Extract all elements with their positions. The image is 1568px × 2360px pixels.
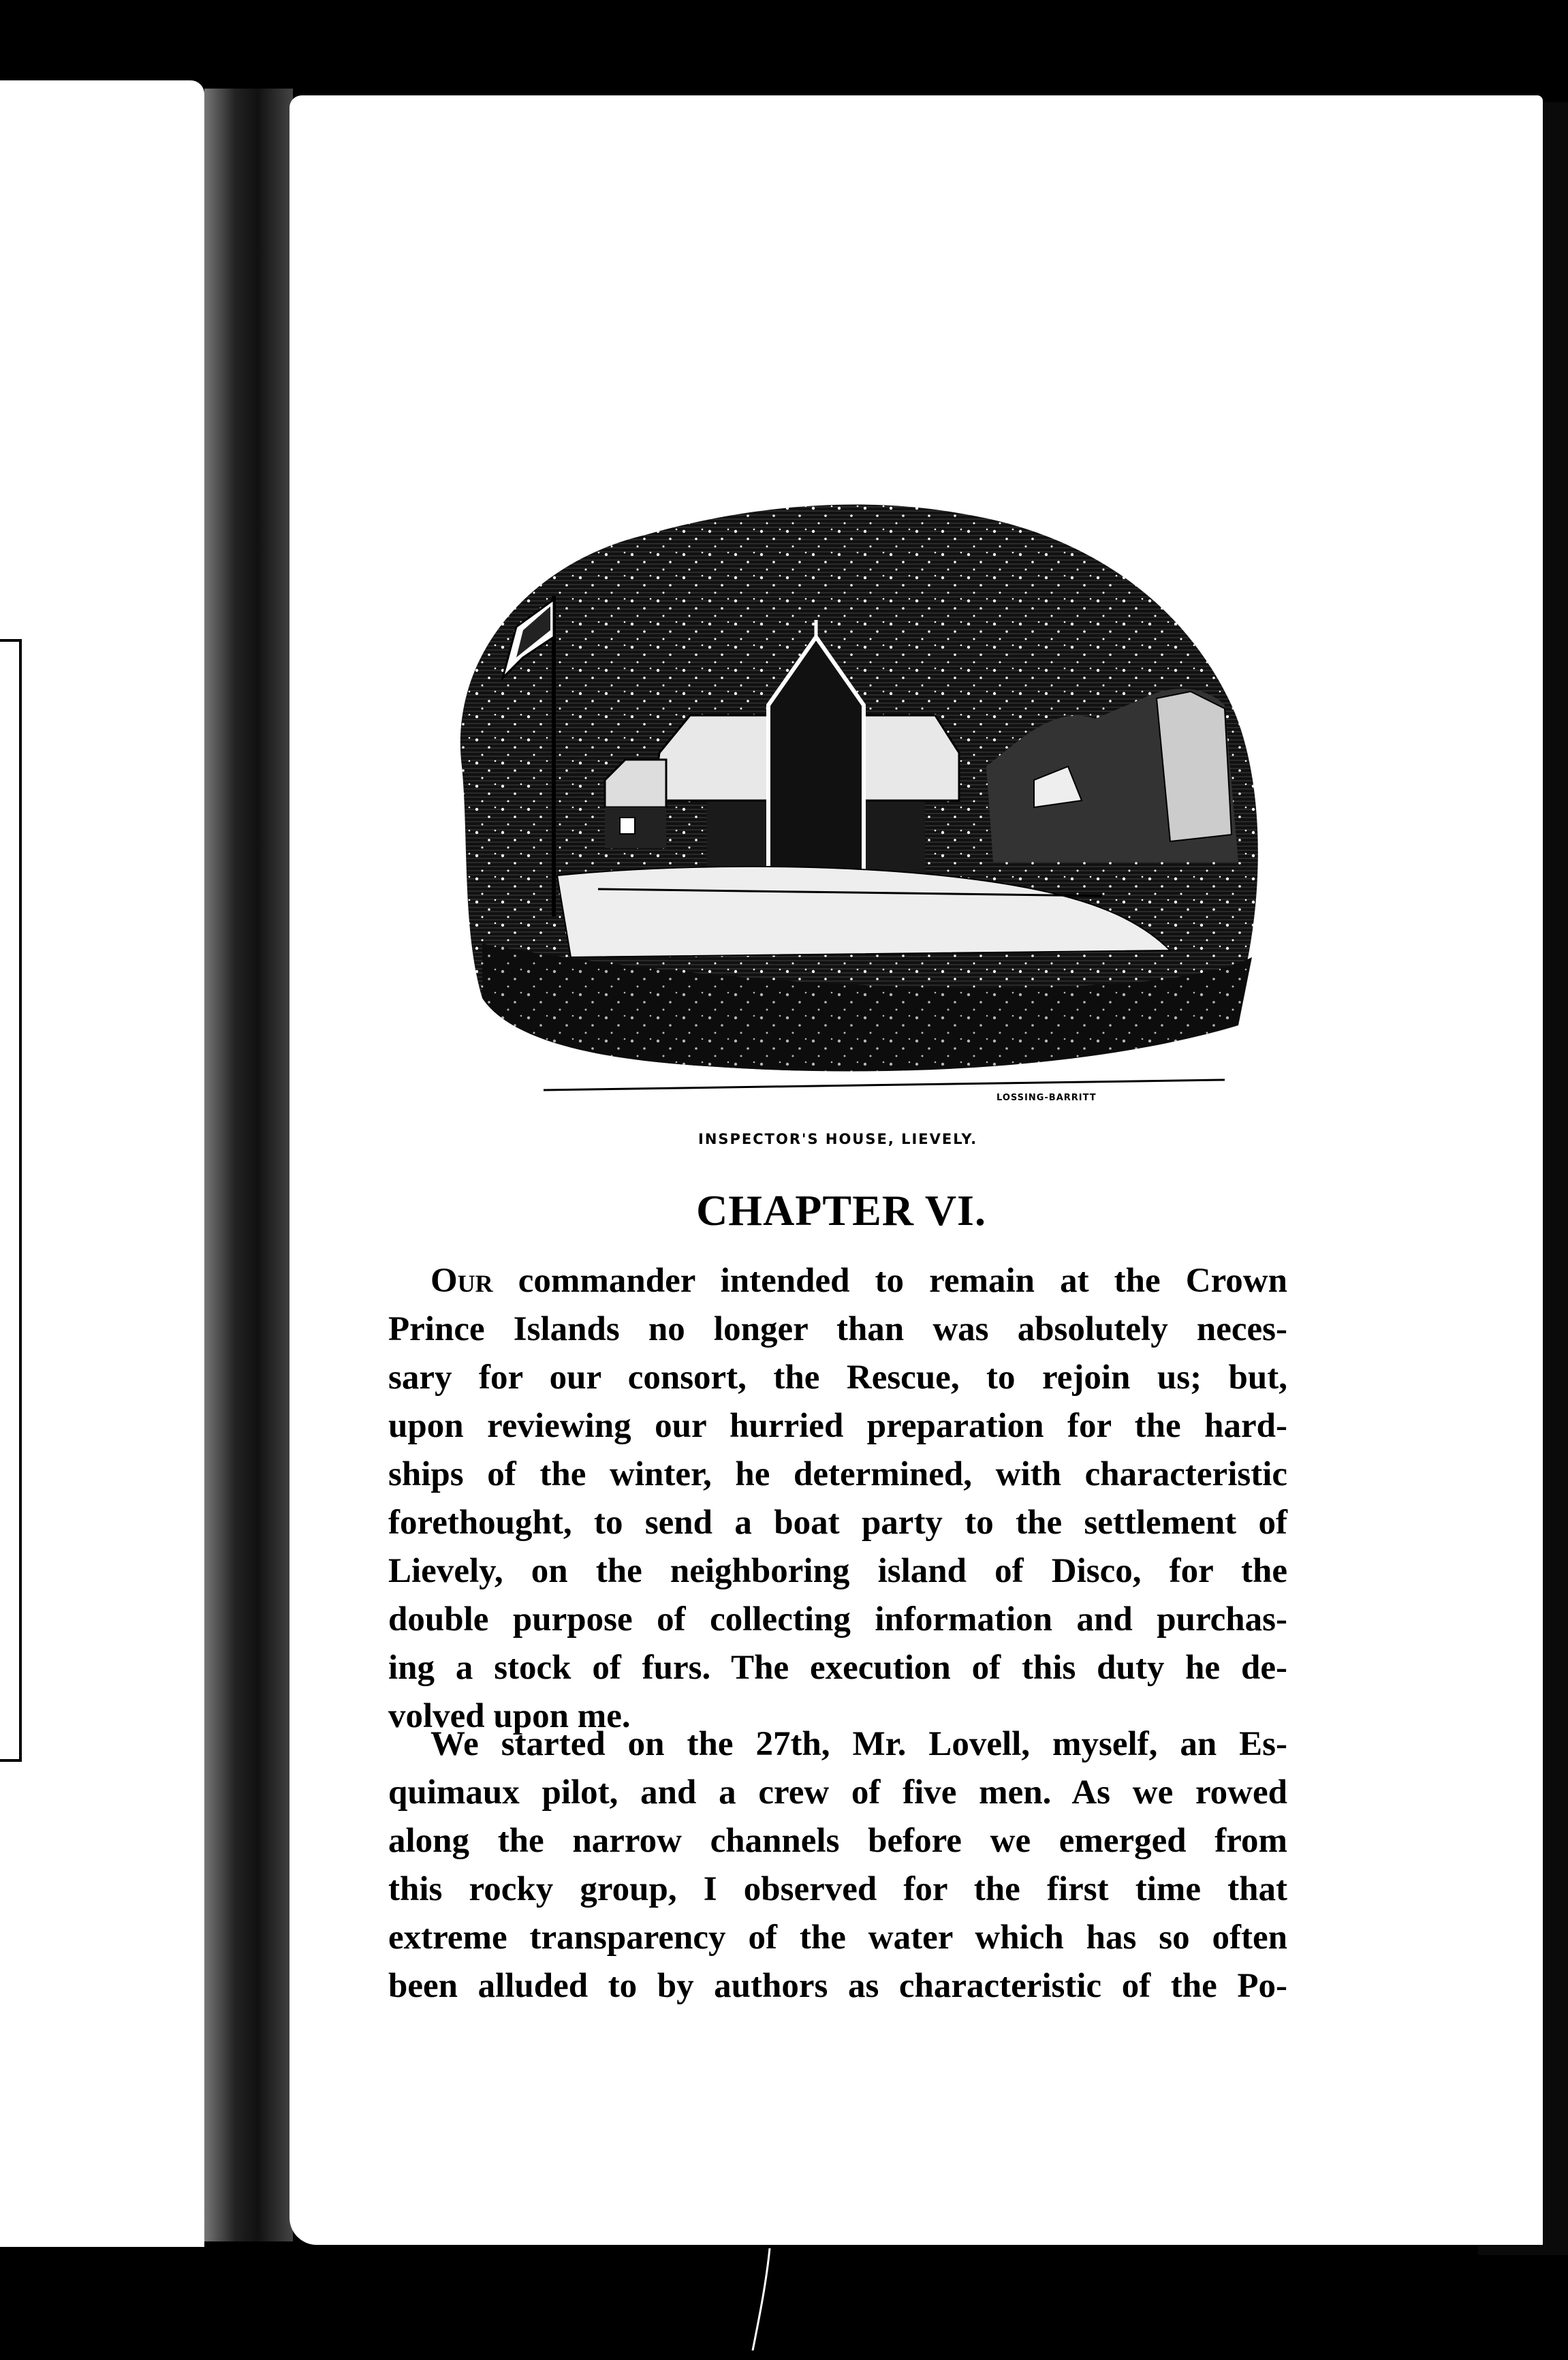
paragraph-line: been alluded to by authors as characteristic of the Po- xyxy=(388,1967,1287,2005)
paragraph-line: along the narrow channels before we emerged from xyxy=(388,1822,1287,1860)
paragraph-line: ing a stock of furs. The execution of this duty he de- xyxy=(388,1649,1287,1687)
paragraph-line: sary for our consort, the Rescue, to rejoin us; but, xyxy=(388,1358,1287,1397)
paragraph-line: extreme transparency of the water which has so often xyxy=(388,1919,1287,1957)
paragraph-line: double purpose of collecting information and purchas- xyxy=(388,1600,1287,1639)
paragraph-line: Prince Islands no longer than was absolutely neces- xyxy=(388,1310,1287,1348)
paragraph-line xyxy=(388,1257,1287,1305)
paragraph-line: forethought, to send a boat party to the settlement of xyxy=(388,1504,1287,1542)
paragraph-line: ships of the winter, he determined, with characteristic xyxy=(388,1455,1287,1493)
chapter-heading: CHAPTER VI. xyxy=(696,1186,986,1235)
paragraph-2 xyxy=(388,1720,1287,2010)
left-facing-page xyxy=(0,80,204,2247)
scan-scratch-mark xyxy=(749,2248,777,2350)
figure-caption: INSPECTOR'S HOUSE, LIEVELY. xyxy=(698,1131,978,1147)
paragraph-line: upon reviewing our hurried preparation for the hard- xyxy=(388,1407,1287,1445)
paragraph-line: quimaux pilot, and a crew of five men. As we rowed xyxy=(388,1773,1287,1812)
paragraph-line: this rocky group, I observed for the first time that xyxy=(388,1870,1287,1908)
paragraph-line: Lievely, on the neighboring island of Disco, for the xyxy=(388,1552,1287,1590)
paragraph-1 xyxy=(388,1257,1287,1741)
drop-word: Our xyxy=(430,1262,493,1300)
line-rest: commander intended to remain at the Crown xyxy=(518,1262,1288,1300)
paragraph-line: We started on the 27th, Mr. Lovell, myself, an Es- xyxy=(430,1725,1287,1763)
paragraph-line: volved upon me. xyxy=(388,1697,631,1735)
engraver-signature: LOSSING-BARRITT xyxy=(997,1093,1097,1103)
engraving-illustration xyxy=(421,480,1279,1107)
left-page-border-fragment xyxy=(0,639,22,1762)
book-gutter-shadow xyxy=(204,89,293,2241)
